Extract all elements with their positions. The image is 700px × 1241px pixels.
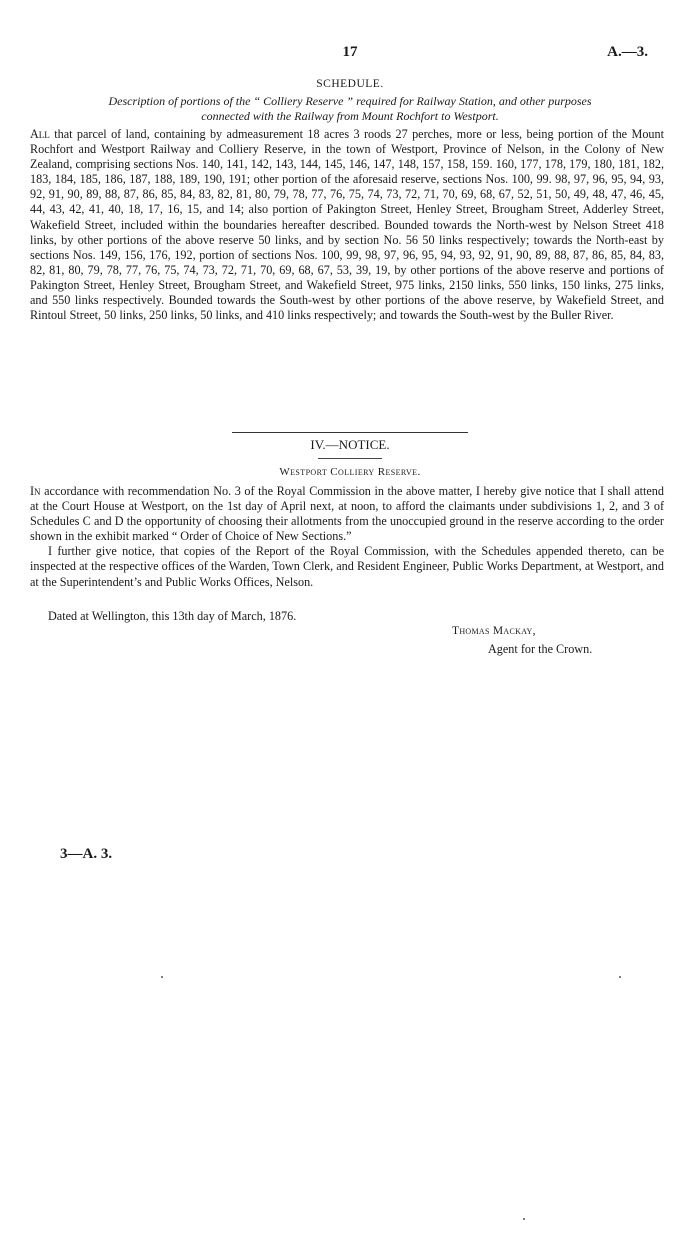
- schedule-body-text: that parcel of land, containing by admeasurement 18 acres 3 roods 27 perches, more or less, being portion of the Mount Rochfort and Westport Railway and Colliery Reserve, in the town of Westport, Province of Nelson, in the Colony of New Zealand, comprising sections Nos. 140, 141, 142, 143, 144, 145, 146, 147, 148, 157, 158, 159. 160, 177, 178, 179, 180, 181, 182, 183, 184, 185, 186, 187, 188, 189, 190, 191; other portion of the aforesaid reserve, sections Nos. 100, 99. 98, 97, 96, 95, 94, 93, 92, 91, 90, 89, 88, 87, 86, 85, 84, 83, 82, 81, 80, 79, 78, 77, 76, 75, 74, 73, 72, 71, 70, 69, 68, 67, 52, 51, 50, 49, 48, 47, 46, 45, 44, 43, 42, 41, 40, 18, 17, 16, 15, and 14; also portion of Pakington Street, Henley Street, Brougham Street, Adderley Street, Wakefield Street, included within the boundaries hereafter described. Bounded towards the North-west by Nelson Street 418 links, by other portions of the above reserve 50 links, and by section No. 56 50 links respectively; towards the North-east by sections Nos. 149, 156, 176, 192, portion of sections Nos. 100, 99, 98, 97, 96, 95, 94, 93, 92, 91, 90, 89, 88, 87, 86, 85, 84, 83, 82, 81, 80, 79, 78, 77, 76, 75, 74, 73, 72, 71, 70, 69, 68, 67, 53, 39, 19, by other portions of the above reserve and portions of Pakington Street, Henley Street, Brougham Street, and Wakefield Street, 975 links, 2150 links, 550 links, 150 links, 275 links, and 550 links respectively. Bounded towards the South-west by other portions of the above reserve, by Wakefield Street, and Rintoul Street, 50 links, 250 links, 50 links, and 410 links respectively; and towards the South-west by the Buller River.: [30, 127, 664, 323]
- schedule-body-lead: All: [30, 127, 50, 141]
- signatory-name: Thomas Mackay,: [452, 625, 536, 637]
- notice-paragraph-1-lead: In: [30, 484, 41, 498]
- notice-subtitle: Westport Colliery Reserve.: [279, 466, 421, 478]
- scan-speck: [619, 976, 621, 978]
- page-number: 17: [342, 44, 358, 60]
- notice-paragraph-1-text: accordance with recommendation No. 3 of the Royal Commission in the above matter, I hereby give notice that I shall attend at the Court House at Westport, on the 1st day of April next, at noon, to afford the claimants under subdivisions 1, 2, and 3 of Schedules C and D the opportunity of choosing their allotments from the unoccupied ground in the reserve according to the order shown in the exhibit marked “ Order of Choice of New Sections.”: [30, 484, 664, 544]
- page-reference: A.—3.: [607, 44, 648, 60]
- notice-title: IV.—NOTICE.: [310, 437, 390, 452]
- section-divider: [232, 432, 468, 433]
- schedule-description: [40, 94, 660, 124]
- dated-line: Dated at Wellington, this 13th day of March, 1876.: [48, 609, 297, 623]
- schedule-description-line-1: Description of portions of the “ Colliery Reserve ” required for Railway Station, and other purposes: [108, 94, 592, 108]
- notice-body: [30, 484, 664, 590]
- notice-paragraph-1: [30, 484, 664, 544]
- scan-speck: [161, 976, 163, 978]
- schedule-body-paragraph: [30, 127, 664, 323]
- footer-reference: 3—A. 3.: [60, 846, 113, 862]
- notice-title-underline: [318, 458, 382, 459]
- notice-paragraph-2: I further give notice, that copies of the Report of the Royal Commission, with the Schedules appended thereto, can be inspected at the respective offices of the Warden, Town Clerk, and Resident Engineer, Public Works Department, at Westport, and at the Superintendent’s and Public Works Offices, Nelson.: [30, 544, 664, 589]
- schedule-title: SCHEDULE.: [316, 78, 384, 90]
- signatory-role: Agent for the Crown.: [488, 642, 593, 656]
- schedule-description-line-2: connected with the Railway from Mount Rochfort to Westport.: [201, 109, 499, 123]
- scan-speck: [523, 1218, 525, 1220]
